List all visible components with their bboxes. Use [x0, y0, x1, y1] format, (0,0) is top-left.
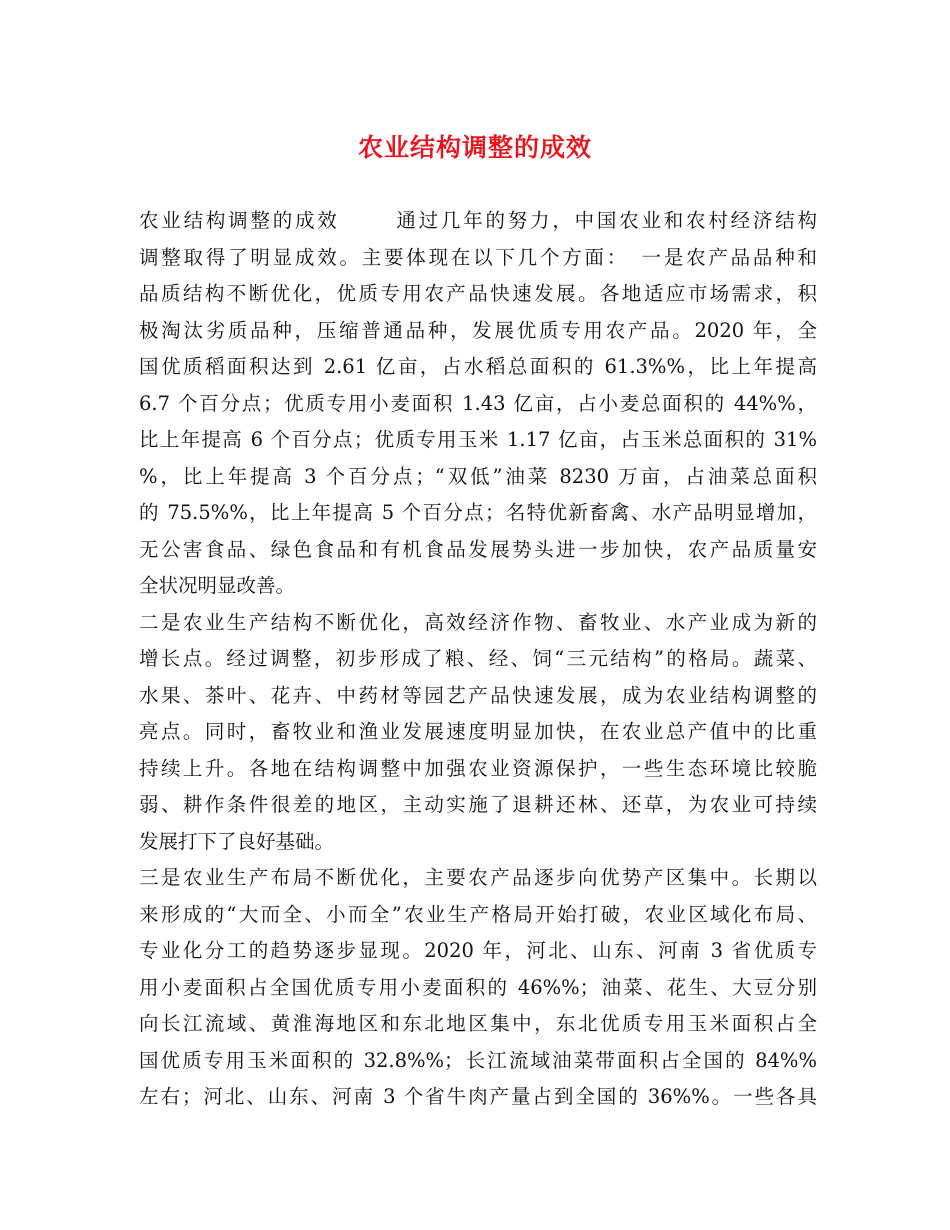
paragraph-line: 专业化分工的趋势逐步显现。2020 年，河北、山东、河南 3 省优质专: [139, 939, 817, 962]
paragraph-line: 三是农业生产布局不断优化，主要农产品逐步向优势产区集中。长期以: [139, 866, 817, 889]
paragraph-line: 来形成的“大而全、小而全”农业生产格局开始打破，农业区域化布局、: [139, 902, 817, 926]
paragraph-line: %，比上年提高 3 个百分点；“双低”油菜 8230 万亩，占油菜总面积: [139, 464, 817, 488]
paragraph-line: 品质结构不断优化，优质专用农产品快速发展。各地适应市场需求，积: [139, 282, 817, 305]
paragraph-line: 国优质稻面积达到 2.61 亿亩，占水稻总面积的 61.3%%，比上年提高: [139, 355, 817, 378]
paragraph-line: 国优质专用玉米面积的 32.8%%；长江流域油菜带面积占全国的 84%%: [139, 1048, 817, 1072]
paragraph-line: 6.7 个百分点；优质专用小麦面积 1.43 亿亩，占小麦总面积的 44%%，: [139, 391, 817, 415]
paragraph-line: 二是农业生产结构不断优化，高效经济作物、畜牧业、水产业成为新的: [139, 610, 817, 634]
paragraph-line: 左右；河北、山东、河南 3 个省牛肉产量占到全国的 36%%。一些各具: [139, 1085, 817, 1108]
paragraph-line: 发展打下了良好基础。: [139, 829, 335, 853]
document-title: 农业结构调整的成效: [357, 133, 592, 162]
line-text: 通过几年的努力，中国农业和农村经济结构: [393, 209, 817, 232]
paragraph-line: [139, 203, 817, 240]
paragraph-line: 的 75.5%%，比上年提高 5 个百分点；名特优新畜禽、水产品明显增加，: [139, 501, 817, 524]
paragraph-line: 亮点。同时，畜牧业和渔业发展速度明显加快，在农业总产值中的比重: [139, 720, 817, 743]
paragraph-line: 调整取得了明显成效。主要体现在以下几个方面： 一是农产品品种和: [139, 245, 817, 269]
paragraph-line: 用小麦面积占全国优质专用小麦面积的 46%%；油菜、花生、大豆分别: [139, 975, 817, 999]
paragraph-line: 极淘汰劣质品种，压缩普通品种，发展优质专用农产品。2020 年，全: [139, 318, 817, 342]
paragraph-line: 向长江流域、黄淮海地区和东北地区集中，东北优质专用玉米面积占全: [139, 1012, 817, 1035]
paragraph-line: 全状况明显改善。: [139, 574, 296, 597]
paragraph-line: 增长点。经过调整，初步形成了粮、经、饲“三元结构”的格局。蔬菜、: [139, 647, 817, 670]
paragraph-line: 持续上升。各地在结构调整中加强农业资源保护，一些生态环境比较脆: [139, 756, 817, 780]
document-body: [139, 203, 817, 1116]
paragraph-line: 比上年提高 6 个百分点；优质专用玉米 1.17 亿亩，占玉米总面积的 31%: [139, 428, 817, 451]
paragraph-line: 无公害食品、绿色食品和有机食品发展势头进一步加快，农产品质量安: [139, 537, 817, 561]
heading-inline: 农业结构调整的成效: [139, 209, 340, 232]
paragraph-line: 水果、茶叶、花卉、中药材等园艺产品快速发展，成为农业结构调整的: [139, 683, 817, 707]
paragraph-line: 弱、耕作条件很差的地区，主动实施了退耕还林、还草，为农业可持续: [139, 793, 817, 816]
